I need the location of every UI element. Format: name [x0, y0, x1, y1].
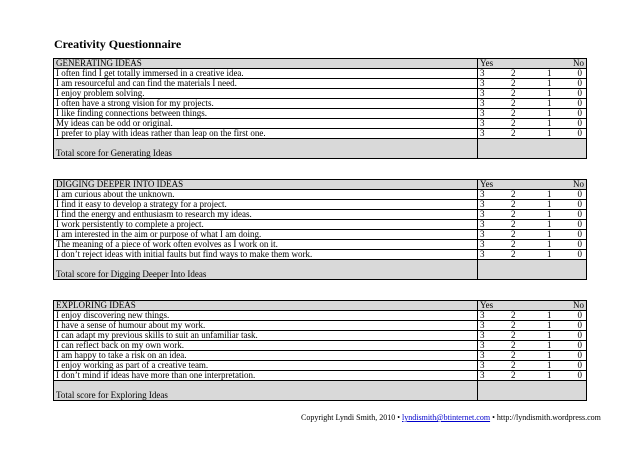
total-score-cell[interactable]	[478, 381, 587, 401]
rating-option[interactable]: 0	[577, 219, 582, 229]
rating-option[interactable]: 3	[480, 199, 485, 209]
question-text: I often find I get totally immersed in a creative idea.	[54, 69, 478, 79]
rating-option[interactable]: 0	[577, 78, 582, 88]
section-table	[53, 58, 587, 159]
rating-option[interactable]: 1	[547, 239, 552, 249]
rating-option[interactable]: 1	[547, 320, 552, 330]
rating-option[interactable]: 2	[511, 340, 516, 350]
rating-option[interactable]: 0	[577, 239, 582, 249]
question-text: I enjoy problem solving.	[54, 89, 478, 99]
rating-options	[478, 321, 587, 331]
rating-option[interactable]: 2	[511, 98, 516, 108]
rating-option[interactable]: 0	[577, 370, 582, 380]
rating-option[interactable]: 2	[511, 320, 516, 330]
question-text: I find the energy and enthusiasm to research my ideas.	[54, 210, 478, 220]
total-row	[54, 260, 587, 280]
rating-option[interactable]: 2	[511, 189, 516, 199]
rating-option[interactable]: 0	[577, 340, 582, 350]
question-row	[54, 230, 587, 240]
rating-option[interactable]: 2	[511, 370, 516, 380]
rating-option[interactable]: 1	[547, 350, 552, 360]
rating-option[interactable]: 3	[480, 360, 485, 370]
scale-header	[478, 301, 587, 311]
section-header-row	[54, 180, 587, 190]
rating-option[interactable]: 1	[547, 360, 552, 370]
rating-option[interactable]: 2	[511, 209, 516, 219]
question-row	[54, 220, 587, 230]
rating-option[interactable]: 2	[511, 219, 516, 229]
rating-option[interactable]: 3	[480, 330, 485, 340]
rating-option[interactable]: 3	[480, 340, 485, 350]
rating-option[interactable]: 0	[577, 229, 582, 239]
rating-option[interactable]: 0	[577, 128, 582, 138]
rating-option[interactable]: 3	[480, 98, 485, 108]
question-row	[54, 341, 587, 351]
question-row	[54, 371, 587, 381]
question-text: I find it easy to develop a strategy for a project.	[54, 200, 478, 210]
rating-option[interactable]: 2	[511, 78, 516, 88]
question-row	[54, 200, 587, 210]
question-text: I am happy to take a risk on an idea.	[54, 351, 478, 361]
rating-option[interactable]: 1	[547, 340, 552, 350]
section-heading: GENERATING IDEAS	[54, 59, 478, 69]
question-text: I work persistently to complete a project.	[54, 220, 478, 230]
scale-yes-label: Yes	[480, 179, 494, 189]
rating-options	[478, 250, 587, 260]
rating-option[interactable]: 1	[547, 88, 552, 98]
question-text: I enjoy working as part of a creative team.	[54, 361, 478, 371]
question-text: I am resourceful and can find the materials I need.	[54, 79, 478, 89]
rating-option[interactable]: 3	[480, 249, 485, 259]
rating-option[interactable]: 0	[577, 108, 582, 118]
rating-options	[478, 129, 587, 139]
rating-option[interactable]: 2	[511, 239, 516, 249]
rating-option[interactable]: 3	[480, 239, 485, 249]
question-text: The meaning of a piece of work often evolves as I work on it.	[54, 240, 478, 250]
rating-option[interactable]: 3	[480, 370, 485, 380]
question-row	[54, 109, 587, 119]
rating-option[interactable]: 2	[511, 330, 516, 340]
rating-option[interactable]: 3	[480, 310, 485, 320]
rating-option[interactable]: 1	[547, 209, 552, 219]
total-score-cell[interactable]	[478, 139, 587, 159]
rating-options	[478, 119, 587, 129]
rating-option[interactable]: 3	[480, 219, 485, 229]
rating-options	[478, 351, 587, 361]
scale-no-label: No	[573, 300, 584, 310]
question-row	[54, 89, 587, 99]
question-row	[54, 119, 587, 129]
scale-yes-label: Yes	[480, 300, 494, 310]
rating-options	[478, 79, 587, 89]
rating-option[interactable]: 1	[547, 310, 552, 320]
question-row	[54, 129, 587, 139]
question-text: I can adapt my previous skills to suit an unfamiliar task.	[54, 331, 478, 341]
question-text: I don’t reject ideas with initial faults but find ways to make them work.	[54, 250, 478, 260]
section-table	[53, 300, 587, 401]
rating-options	[478, 230, 587, 240]
question-row	[54, 210, 587, 220]
rating-option[interactable]: 3	[480, 118, 485, 128]
rating-option[interactable]: 0	[577, 350, 582, 360]
total-row	[54, 381, 587, 401]
rating-option[interactable]: 0	[577, 310, 582, 320]
section-header-row	[54, 59, 587, 69]
rating-option[interactable]: 0	[577, 320, 582, 330]
rating-option[interactable]: 2	[511, 199, 516, 209]
rating-option[interactable]: 3	[480, 108, 485, 118]
rating-options	[478, 99, 587, 109]
rating-option[interactable]: 1	[547, 219, 552, 229]
rating-option[interactable]: 3	[480, 128, 485, 138]
question-text: I don’t mind if ideas have more than one interpretation.	[54, 371, 478, 381]
rating-option[interactable]: 2	[511, 88, 516, 98]
rating-option[interactable]: 1	[547, 199, 552, 209]
rating-options	[478, 190, 587, 200]
question-row	[54, 361, 587, 371]
rating-option[interactable]: 1	[547, 370, 552, 380]
footer-email-link[interactable]: lyndismith@btinternet.com	[402, 413, 491, 422]
question-text: I can reflect back on my own work.	[54, 341, 478, 351]
question-text: I am interested in the aim or purpose of what I am doing.	[54, 230, 478, 240]
rating-option[interactable]: 1	[547, 229, 552, 239]
rating-option[interactable]: 1	[547, 118, 552, 128]
rating-option[interactable]: 0	[577, 249, 582, 259]
rating-options	[478, 89, 587, 99]
question-text: My ideas can be odd or original.	[54, 119, 478, 129]
rating-option[interactable]: 2	[511, 229, 516, 239]
rating-option[interactable]: 1	[547, 249, 552, 259]
rating-option[interactable]: 0	[577, 199, 582, 209]
total-label: Total score for Exploring Ideas	[54, 381, 478, 401]
question-text: I prefer to play with ideas rather than leap on the first one.	[54, 129, 478, 139]
rating-option[interactable]: 0	[577, 68, 582, 78]
rating-option[interactable]: 2	[511, 68, 516, 78]
rating-options	[478, 200, 587, 210]
rating-option[interactable]: 0	[577, 209, 582, 219]
rating-options	[478, 331, 587, 341]
rating-options	[478, 311, 587, 321]
rating-option[interactable]: 1	[547, 68, 552, 78]
footer	[301, 413, 601, 422]
rating-option[interactable]: 0	[577, 98, 582, 108]
section-table	[53, 179, 587, 280]
footer-copyright: Copyright Lyndi Smith, 2010 •	[301, 413, 401, 422]
footer-website: http://lyndismith.wordpress.com	[496, 413, 601, 422]
rating-option[interactable]: 1	[547, 78, 552, 88]
question-row	[54, 331, 587, 341]
section-heading: DIGGING DEEPER INTO IDEAS	[54, 180, 478, 190]
footer-separator: •	[492, 413, 495, 422]
rating-option[interactable]: 3	[480, 350, 485, 360]
rating-options	[478, 210, 587, 220]
question-text: I like finding connections between things.	[54, 109, 478, 119]
rating-options	[478, 109, 587, 119]
total-score-cell[interactable]	[478, 260, 587, 280]
rating-option[interactable]: 0	[577, 88, 582, 98]
question-text: I have a sense of humour about my work.	[54, 321, 478, 331]
scale-yes-label: Yes	[480, 58, 494, 68]
question-row	[54, 190, 587, 200]
rating-option[interactable]: 0	[577, 360, 582, 370]
scale-no-label: No	[573, 179, 584, 189]
rating-option[interactable]: 3	[480, 209, 485, 219]
question-row	[54, 321, 587, 331]
rating-options	[478, 240, 587, 250]
rating-option[interactable]: 2	[511, 310, 516, 320]
rating-option[interactable]: 2	[511, 249, 516, 259]
rating-option[interactable]: 1	[547, 108, 552, 118]
rating-option[interactable]: 1	[547, 98, 552, 108]
section-heading: EXPLORING IDEAS	[54, 301, 478, 311]
rating-option[interactable]: 1	[547, 330, 552, 340]
total-label: Total score for Generating Ideas	[54, 139, 478, 159]
rating-option[interactable]: 3	[480, 320, 485, 330]
rating-options	[478, 341, 587, 351]
rating-options	[478, 69, 587, 79]
rating-option[interactable]: 2	[511, 128, 516, 138]
rating-option[interactable]: 1	[547, 128, 552, 138]
question-row	[54, 99, 587, 109]
rating-option[interactable]: 3	[480, 189, 485, 199]
question-row	[54, 79, 587, 89]
rating-option[interactable]: 2	[511, 118, 516, 128]
question-text: I am curious about the unknown.	[54, 190, 478, 200]
rating-option[interactable]: 1	[547, 189, 552, 199]
question-text: I enjoy discovering new things.	[54, 311, 478, 321]
rating-options	[478, 371, 587, 381]
rating-option[interactable]: 0	[577, 330, 582, 340]
rating-option[interactable]: 3	[480, 229, 485, 239]
section-header-row	[54, 301, 587, 311]
question-row	[54, 250, 587, 260]
question-text: I often have a strong vision for my projects.	[54, 99, 478, 109]
rating-option[interactable]: 2	[511, 108, 516, 118]
total-row	[54, 139, 587, 159]
rating-option[interactable]: 0	[577, 118, 582, 128]
rating-option[interactable]: 2	[511, 360, 516, 370]
question-row	[54, 351, 587, 361]
rating-option[interactable]: 3	[480, 78, 485, 88]
question-row	[54, 311, 587, 321]
question-row	[54, 69, 587, 79]
rating-option[interactable]: 0	[577, 189, 582, 199]
scale-no-label: No	[573, 58, 584, 68]
scale-header	[478, 59, 587, 69]
rating-options	[478, 361, 587, 371]
rating-option[interactable]: 2	[511, 350, 516, 360]
total-label: Total score for Digging Deeper Into Ideas	[54, 260, 478, 280]
scale-header	[478, 180, 587, 190]
question-row	[54, 240, 587, 250]
rating-option[interactable]: 3	[480, 88, 485, 98]
rating-option[interactable]: 3	[480, 68, 485, 78]
rating-options	[478, 220, 587, 230]
page-title: Creativity Questionnaire	[54, 37, 182, 51]
